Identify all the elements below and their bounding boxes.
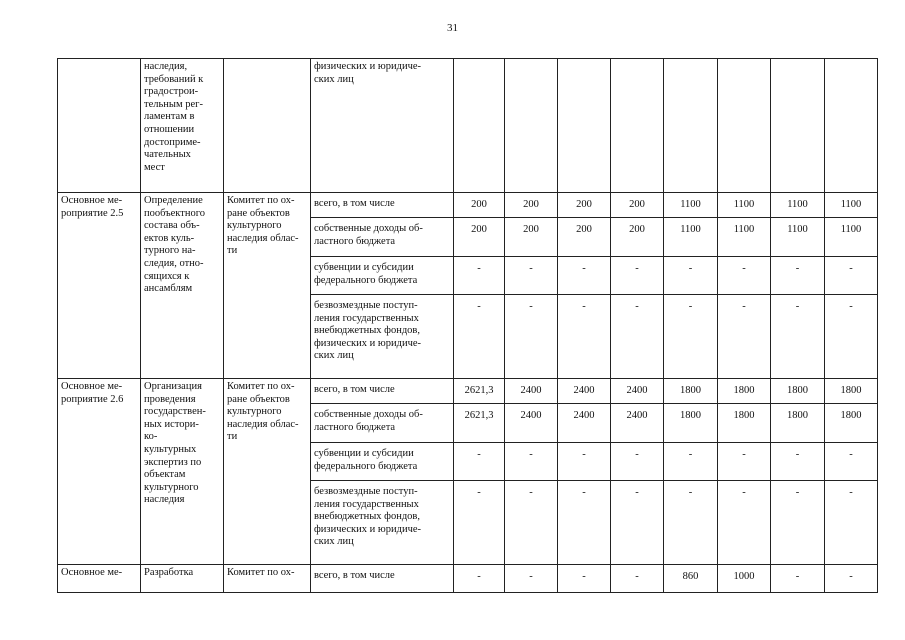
code-cell: Основное ме- роприятие 2.5: [58, 193, 141, 379]
value-cell: 1100: [825, 193, 878, 218]
value-cell: -: [825, 481, 878, 565]
value-cell: 200: [505, 218, 558, 257]
value-cell: 1800: [718, 379, 771, 404]
value-cell: 2400: [505, 379, 558, 404]
value-cell: 1800: [718, 404, 771, 443]
value-cell: [825, 59, 878, 193]
value-cell: 1100: [825, 218, 878, 257]
value-cell: -: [718, 443, 771, 481]
value-cell: -: [558, 295, 611, 379]
value-cell: 1000: [718, 565, 771, 593]
value-cell: 2621,3: [454, 379, 505, 404]
value-cell: -: [611, 443, 664, 481]
value-cell: -: [505, 481, 558, 565]
value-cell: -: [718, 295, 771, 379]
value-cell: -: [611, 565, 664, 593]
value-cell: -: [611, 257, 664, 295]
source-cell: всего, в том числе: [311, 379, 454, 404]
budget-table: [57, 58, 878, 593]
value-cell: -: [664, 295, 718, 379]
value-cell: 200: [611, 218, 664, 257]
value-cell: -: [505, 257, 558, 295]
table-row: [58, 193, 878, 218]
executor-cell: [224, 59, 311, 193]
value-cell: -: [558, 565, 611, 593]
value-cell: -: [825, 257, 878, 295]
value-cell: [611, 59, 664, 193]
value-cell: -: [718, 481, 771, 565]
value-cell: -: [454, 481, 505, 565]
value-cell: 1100: [718, 193, 771, 218]
value-cell: -: [771, 565, 825, 593]
source-cell: собственные доходы об- ластного бюджета: [311, 218, 454, 257]
source-cell: субвенции и субсидии федерального бюджета: [311, 443, 454, 481]
value-cell: 1100: [718, 218, 771, 257]
name-cell: Определение пообъектного состава объ- ектов куль- турного на- следия, отно- сящихся к ансамблям: [141, 193, 224, 379]
value-cell: 860: [664, 565, 718, 593]
value-cell: 1800: [771, 404, 825, 443]
name-cell: Организация проведения государствен- ных истори- ко- культурных экспертиз по объектам культурного наследия: [141, 379, 224, 565]
value-cell: -: [771, 257, 825, 295]
value-cell: 1800: [664, 379, 718, 404]
source-cell: физических и юридиче- ских лиц: [311, 59, 454, 193]
value-cell: -: [771, 481, 825, 565]
value-cell: 1800: [664, 404, 718, 443]
value-cell: [771, 59, 825, 193]
value-cell: 200: [558, 218, 611, 257]
value-cell: -: [454, 565, 505, 593]
value-cell: 200: [505, 193, 558, 218]
source-cell: всего, в том числе: [311, 193, 454, 218]
name-cell: наследия, требований к градострои- тельным рег- ламентам в отношении достоприме- чательных мест: [141, 59, 224, 193]
value-cell: 200: [558, 193, 611, 218]
value-cell: 2400: [505, 404, 558, 443]
value-cell: [558, 59, 611, 193]
value-cell: 2400: [558, 379, 611, 404]
source-cell: субвенции и субсидии федерального бюджета: [311, 257, 454, 295]
value-cell: [454, 59, 505, 193]
executor-cell: Комитет по ох- ране объектов культурного наследия облас- ти: [224, 379, 311, 565]
table-row: [58, 59, 878, 193]
value-cell: 1800: [825, 404, 878, 443]
value-cell: -: [454, 257, 505, 295]
code-cell: [58, 59, 141, 193]
value-cell: 200: [454, 193, 505, 218]
value-cell: -: [825, 443, 878, 481]
value-cell: [718, 59, 771, 193]
value-cell: 2400: [558, 404, 611, 443]
value-cell: -: [505, 295, 558, 379]
value-cell: 200: [611, 193, 664, 218]
value-cell: -: [664, 481, 718, 565]
value-cell: -: [505, 565, 558, 593]
source-cell: безвозмездные поступ- ления государственных внебюджетных фондов, физических и юридиче- ских лиц: [311, 481, 454, 565]
value-cell: 1100: [771, 218, 825, 257]
source-cell: всего, в том числе: [311, 565, 454, 593]
value-cell: 2621,3: [454, 404, 505, 443]
value-cell: -: [558, 481, 611, 565]
value-cell: 200: [454, 218, 505, 257]
source-cell: собственные доходы об- ластного бюджета: [311, 404, 454, 443]
value-cell: 1800: [771, 379, 825, 404]
value-cell: -: [505, 443, 558, 481]
value-cell: -: [454, 443, 505, 481]
value-cell: 2400: [611, 379, 664, 404]
value-cell: -: [664, 443, 718, 481]
executor-cell: Комитет по ох-: [224, 565, 311, 593]
value-cell: -: [611, 481, 664, 565]
value-cell: 1100: [664, 218, 718, 257]
code-cell: Основное ме- роприятие 2.6: [58, 379, 141, 565]
value-cell: -: [825, 295, 878, 379]
table-row: [58, 565, 878, 593]
value-cell: -: [718, 257, 771, 295]
code-cell: Основное ме-: [58, 565, 141, 593]
table-row: [58, 379, 878, 404]
page-number: 31: [447, 22, 458, 34]
source-cell: безвозмездные поступ- ления государственных внебюджетных фондов, физических и юридиче- ских лиц: [311, 295, 454, 379]
value-cell: -: [558, 257, 611, 295]
value-cell: -: [558, 443, 611, 481]
value-cell: -: [664, 257, 718, 295]
value-cell: 1800: [825, 379, 878, 404]
value-cell: -: [771, 443, 825, 481]
value-cell: 1100: [664, 193, 718, 218]
value-cell: 2400: [611, 404, 664, 443]
value-cell: -: [825, 565, 878, 593]
value-cell: [505, 59, 558, 193]
value-cell: -: [454, 295, 505, 379]
value-cell: -: [611, 295, 664, 379]
name-cell: Разработка: [141, 565, 224, 593]
value-cell: 1100: [771, 193, 825, 218]
executor-cell: Комитет по ох- ране объектов культурного наследия облас- ти: [224, 193, 311, 379]
value-cell: -: [771, 295, 825, 379]
value-cell: [664, 59, 718, 193]
